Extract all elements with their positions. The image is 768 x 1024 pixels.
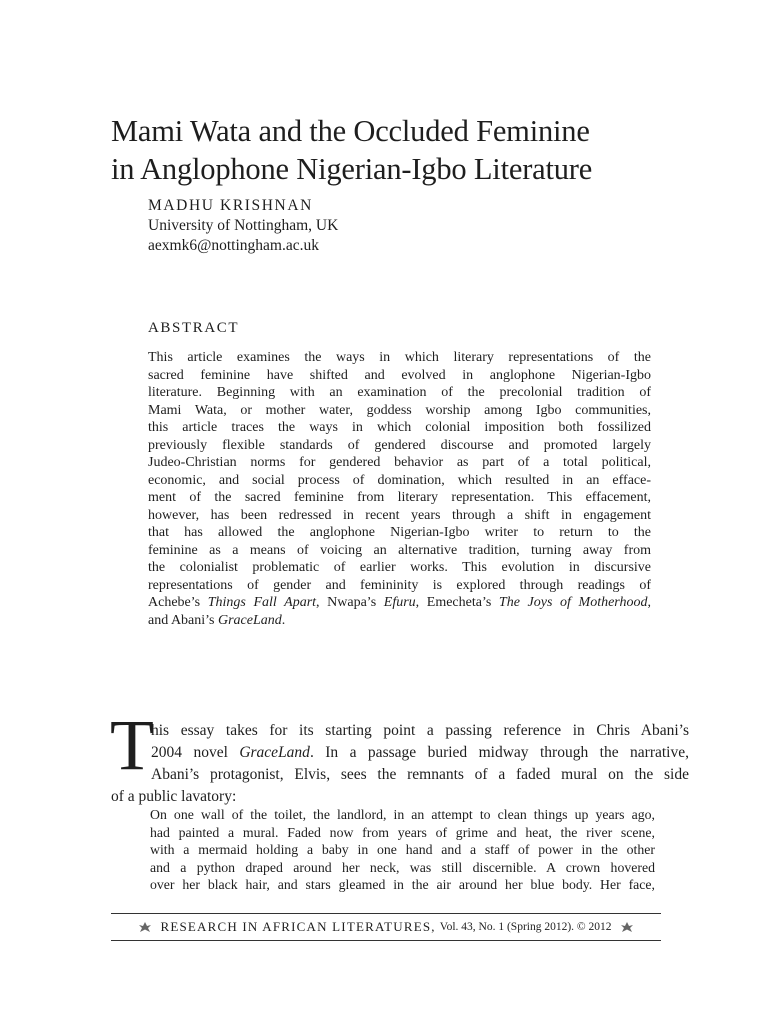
author-affiliation: University of Nottingham, UK [148, 217, 339, 234]
leaf-ornament-icon [620, 921, 634, 933]
abstract-heading: ABSTRACT [148, 320, 240, 336]
abstract-line: Judeo-Christian norms for gendered behavior as part of a total political, [148, 455, 651, 470]
block-quote [150, 806, 655, 894]
body-line [151, 742, 689, 764]
text: and Abani’s [148, 612, 218, 628]
text: . [281, 612, 286, 628]
abstract-line: This article examines the ways in which literary representations of the [148, 350, 651, 365]
footer-rule-top [111, 913, 661, 914]
abstract-line: the colonialist problematic of earlier works. This evolution in discursive [148, 560, 651, 575]
abstract-line: ment of the sacred feminine from literary representation. This effacement, [148, 490, 651, 505]
abstract-body [148, 349, 651, 629]
quote-line: with a mermaid holding a baby in one hand and a staff of power in the other [150, 842, 655, 858]
text: , [647, 595, 651, 610]
author-name: MADHU KRISHNAN [148, 197, 313, 214]
quote-line: and a python draped around her neck, was still discernible. A crown hovered [150, 859, 655, 875]
text: Achebe’s [148, 595, 208, 610]
text: 2004 novel [151, 744, 240, 761]
abstract-line: economic, and social process of domination, which resulted in an efface- [148, 472, 651, 488]
quote-line: over her black hair, and stars gleamed in the air around her blue body. Her face, [150, 877, 655, 893]
author-block [148, 196, 338, 256]
abstract-line: that has allowed the anglophone Nigerian-Igbo writer to return to the [148, 525, 651, 540]
article-title [111, 112, 731, 188]
abstract-line-last [148, 612, 651, 630]
abstract-line-works [148, 594, 651, 612]
journal-issue: Vol. 43, No. 1 (Spring 2012). © 2012 [439, 921, 612, 933]
work-title-graceland: GraceLand [239, 744, 310, 761]
footer-rule-bottom [111, 940, 661, 941]
abstract-line: however, has been redressed in recent years through a shift in engagement [148, 507, 651, 523]
abstract-line: Mami Wata, or mother water, goddess worship among Igbo communities, [148, 402, 651, 418]
abstract-line: previously flexible standards of gendered discourse and promoted largely [148, 437, 651, 453]
work-title-things-fall-apart: Things Fall Apart [207, 595, 317, 610]
body-line: his essay takes for its starting point a passing reference in Chris Abani’s [151, 722, 689, 739]
leaf-ornament-icon [138, 921, 152, 933]
title-line-1: Mami Wata and the Occluded Feminine [111, 114, 590, 148]
abstract-line: feminine as a means of voicing an alternative tradition, turning away from [148, 542, 651, 558]
author-email: aexmk6@nottingham.ac.uk [148, 237, 319, 254]
abstract-line: literature. Beginning with an examination of the precolonial tradition of [148, 385, 651, 400]
work-title-joys-of-motherhood: The Joys of Motherhood [498, 595, 648, 610]
abstract-line: representations of gender and femininity is explored through readings of [148, 577, 651, 593]
journal-name: RESEARCH IN AFRICAN LITERATURES, [160, 919, 436, 934]
title-line-2: in Anglophone Nigerian-Igbo Literature [111, 152, 593, 186]
work-title-efuru: Efuru [383, 595, 416, 610]
body-line: Abani’s protagonist, Elvis, sees the remnants of a faded mural on the side [151, 766, 689, 783]
abstract-line: sacred feminine have shifted and evolved in anglophone Nigerian-Igbo [148, 367, 651, 383]
running-footer [111, 915, 661, 939]
text: , Nwapa’s [316, 595, 384, 610]
abstract-line: this article traces the ways in which colonial imposition both fossilized [148, 420, 651, 435]
text: , Emecheta’s [415, 595, 499, 610]
quote-line: On one wall of the toilet, the landlord, in an attempt to clean things up years ago, [150, 807, 655, 822]
body-line: of a public lavatory: [111, 788, 237, 805]
drop-cap: T [110, 705, 154, 785]
work-title-graceland: GraceLand [218, 612, 282, 628]
text: . In a passage buried midway through the narrative, [309, 744, 689, 761]
body-paragraph [111, 720, 689, 808]
quote-line: had painted a mural. Faded now from years of grime and heat, the river scene, [150, 824, 655, 840]
